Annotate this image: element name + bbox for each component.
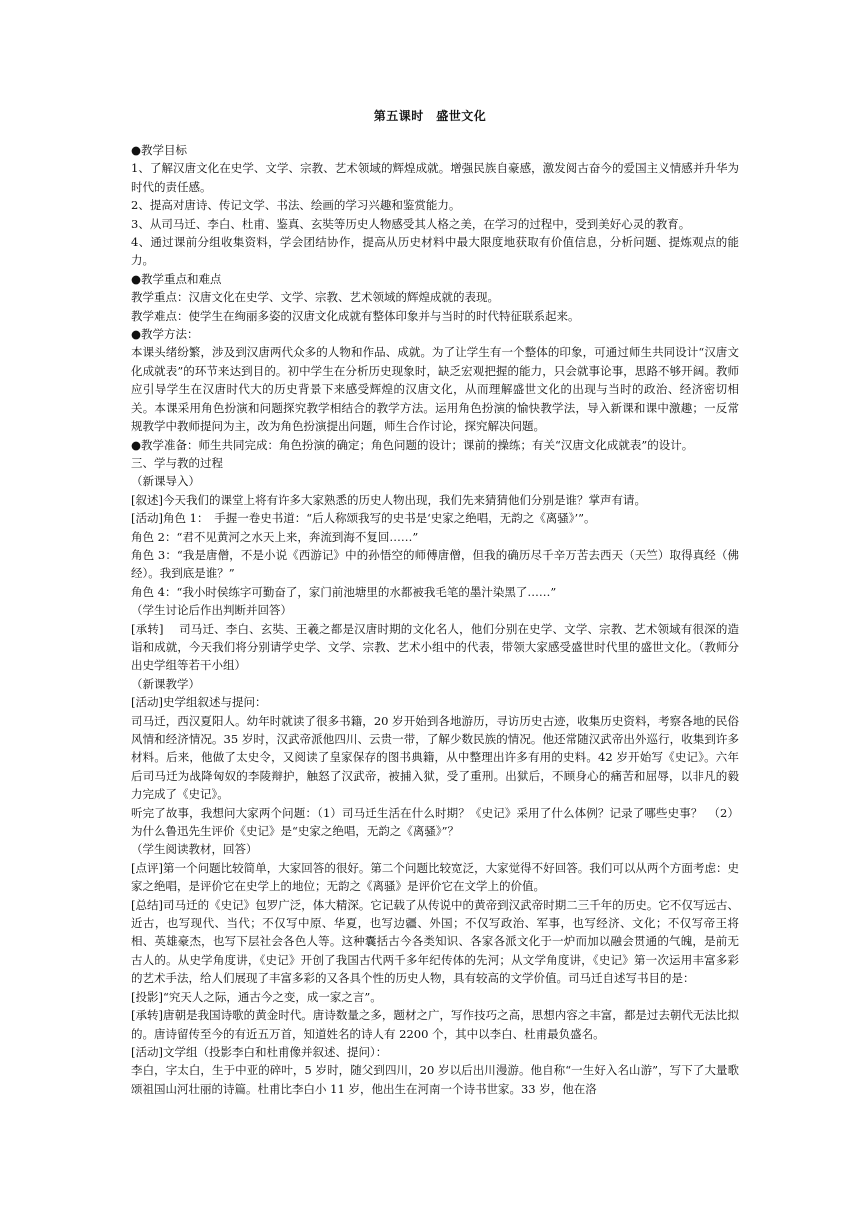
paragraph: 2、提高对唐诗、传记文学、书法、绘画的学习兴趣和鉴赏能力。 <box>131 198 461 213</box>
paragraph: 教学难点：使学生在绚丽多姿的汉唐文化成就有整体印象并与当时的时代特征联系起来。 <box>131 308 580 323</box>
paragraph: 角色 2：“君不见黄河之水天上来，奔流到海不复回……” <box>131 529 419 544</box>
paragraph: 3、从司马迁、李白、杜甫、鉴真、玄奘等历史人物感受其人格之美，在学习的过程中，受到美好心灵的教育。 <box>131 216 691 231</box>
paragraph: 教学重点：汉唐文化在史学、文学、宗教、艺术领域的辉煌成就的表现。 <box>131 290 499 305</box>
paragraph: （新课教学） <box>131 676 200 691</box>
paragraph: 本课头绪纷繁，涉及到汉唐两代众多的人物和作品、成就。为了让学生有一个整体的印象，可通过师生共同设计“汉唐文化成就表”的环节来达到目的。初中学生在分析历史现象时，缺乏宏观把握的能力，只会就事论事，思路不够开阔。教师应引导学生在汉唐时代大的历史背景下来感受辉煌的汉唐文化，从而理解盛世文化的出现与当时的政治、经济密切相关。本课采用角色扮演和问题探究教学相结合的教学方法。运用角色扮演的愉快教学法，导入新课和课中激趣；一反常规教学中教师提问为主，改为角色扮演提出问题，师生合作讨论，探究解决问题。 <box>131 345 739 434</box>
paragraph: 角色 4：“我小时侯练字可勤奋了，家门前池塘里的水都被我毛笔的墨汁染黑了……” <box>131 584 557 599</box>
paragraph: ●教学方法： <box>131 327 199 342</box>
document-body <box>131 141 739 1098</box>
paragraph: [承转]唐朝是我国诗歌的黄金时代。唐诗数量之多，题材之广，写作技巧之高，思想内容之丰富，都是过去朝代无法比拟的。唐诗留传至今的有近五万首，知道姓名的诗人有 2200 个，其中以李白、杜甫最负盛名。 <box>131 1008 739 1041</box>
paragraph: [承转] 司马迁、李白、玄奘、王羲之都是汉唐时期的文化名人，他们分别在史学、文学、宗教、艺术领域有很深的造诣和成就，今天我们将分别请学史学、文学、宗教、艺术小组中的代表，带领大家感受盛世时代里的盛世文化。（教师分出史学组等若干小组） <box>131 621 739 673</box>
document-title: 第五课时 盛世文化 <box>373 109 487 123</box>
paragraph: （新课导入） <box>131 474 200 489</box>
paragraph: （学生阅读教材，回答） <box>131 842 258 857</box>
paragraph: [叙述]今天我们的课堂上将有许多大家熟悉的历史人物出现，我们先来猜猜他们分别是谁？掌声有请。 <box>131 492 646 507</box>
paragraph: ●教学重点和难点 <box>131 271 222 286</box>
paragraph: 角色 3：“我是唐僧，不是小说《西游记》中的孙悟空的师傅唐僧，但我的确历尽千辛万苦去西天（天竺）取得真经（佛经）。我到底是谁？” <box>131 547 739 581</box>
paragraph: [活动]文学组（投影李白和杜甫像并叙述、提问）： <box>131 1044 388 1059</box>
paragraph: [活动]史学组叙述与提问： <box>131 695 267 710</box>
paragraph: 1、了解汉唐文化在史学、文学、宗教、艺术领域的辉煌成就。增强民族自豪感，激发阅古奋今的爱国主义情感并升华为时代的责任感。 <box>131 161 739 194</box>
paragraph: [总结]司马迁的《史记》包罗广泛，体大精深。它记载了从传说中的黄帝到汉武帝时期二三千年的历史。它不仅写远古、近古，也写现代、当代；不仅写中原、华夏，也写边疆、外国；不仅写政治、军事，也写经济、文化；不仅写帝王将相、英雄豪杰，也写下层社会各色人等。这种囊括古今各类知识、各家各派文化于一炉而加以融会贯通的气魄，是前无古人的。从史学角度讲，《史记》开创了我国古代两千多年纪传体的先河；从文学角度讲，《史记》第一次运用丰富多彩的艺术手法，给人们展现了丰富多彩的又各具个性的历史人物，具有较高的文学价值。司马迁自述写书目的是： <box>131 897 739 986</box>
paragraph: ●教学目标 <box>131 143 188 157</box>
paragraph: [点评]第一个问题比较简单，大家回答的很好。第二个问题比较宽泛，大家觉得不好回答。我们可以从两个方面考虑：史家之绝唱，是评价它在史学上的地位；无韵之《离骚》是评价它在文学上的价值。 <box>131 860 739 894</box>
paragraph: 司马迁，西汉夏阳人。幼年时就读了很多书籍，20 岁开始到各地游历，寻访历史古迹，收集历史资料，考察各地的民俗风情和经济情况。35 岁时，汉武帝派他四川、云贵一带，了解少数民族的情况。他还常随汉武帝出外巡行，收集到许多材料。后来，他做了太史令，又阅读了皇家保存的图书典籍，从中整理出许多有用的史料。42 岁开始写《史记》。六年后司马迁为战降匈奴的李陵辩护，触怒了汉武帝，被捕入狱，受了重刑。出狱后，不顾身心的痛苦和屈辱，以非凡的毅力完成了《史记》。 <box>131 713 739 802</box>
paragraph: [活动]角色 1： 手握一卷史书道：“后人称颂我写的史书是‘史家之绝唱，无韵之《离骚》’”。 <box>131 511 596 526</box>
paragraph: 李白，字太白，生于中亚的碎叶，5 岁时，随父到四川，20 岁以后出川漫游。他自称“一生好入名山游”，写下了大量歌颂祖国山河壮丽的诗篇。杜甫比李白小 11 岁，他出生在河南一个诗书世家。33 岁，他在洛 <box>131 1063 739 1096</box>
paragraph: 4、通过课前分组收集资料，学会团结协作，提高从历史材料中最大限度地获取有价值信息，分析问题、提炼观点的能力。 <box>131 235 739 268</box>
paragraph: 听完了故事，我想问大家两个问题：（1）司马迁生活在什么时期？《史记》采用了什么体例？记录了哪些史事？ （2）为什么鲁迅先生评价《史记》是“史家之绝唱，无韵之《离骚》”？ <box>131 805 739 839</box>
paragraph: ●教学准备：师生共同完成：角色扮演的确定；角色问题的设计；课前的操练；有关“汉唐文化成就表”的设计。 <box>131 437 694 452</box>
paragraph: 三、学与教的过程 <box>131 455 223 470</box>
paragraph: （学生讨论后作出判断并回答） <box>131 603 292 618</box>
paragraph: [投影]“究天人之际，通古今之变，成一家之言”。 <box>131 989 382 1004</box>
